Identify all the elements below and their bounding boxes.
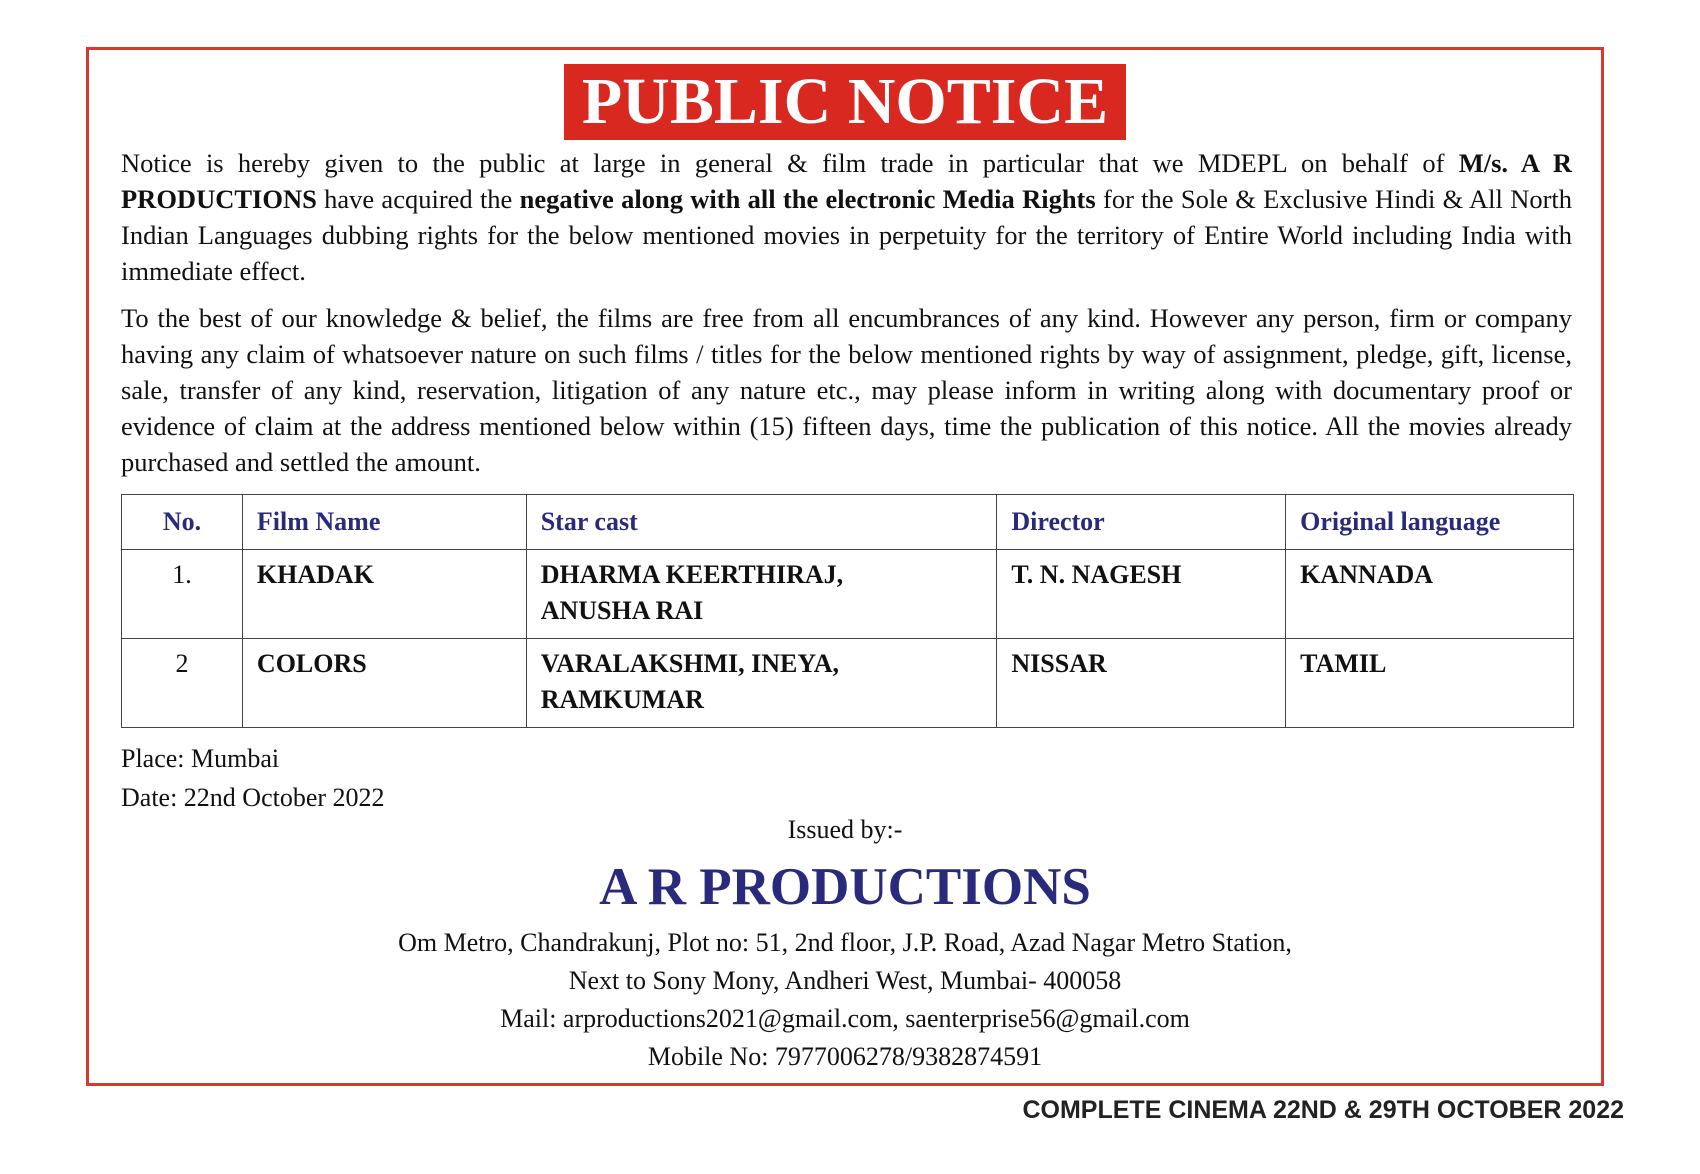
para1-bold-1: M/s. A R PRODUCTIONS: [121, 148, 1572, 214]
para1-text-1: Notice is hereby given to the public at large in general & film trade in particular that we MDEPL on behalf of: [121, 148, 1459, 178]
original-language: KANNADA: [1286, 550, 1574, 639]
header-star-cast: Star cast: [526, 495, 997, 550]
table-row: [122, 550, 1574, 639]
date: Date: 22nd October 2022: [121, 783, 385, 812]
place: Place: Mumbai: [121, 744, 280, 773]
header-original-language: Original language: [1286, 495, 1574, 550]
table-header-row: [122, 495, 1574, 550]
title-wrap: [89, 64, 1601, 140]
para1-bold-2: negative along with all the electronic Media Rights: [519, 184, 1096, 214]
table-row: [122, 639, 1574, 728]
original-language: TAMIL: [1286, 639, 1574, 728]
mail-line: Mail: arproductions2021@gmail.com, saenterprise56@gmail.com: [500, 1004, 1190, 1033]
star-cast: [526, 550, 997, 639]
para1-text-3: for the Sole & Exclusive Hindi & All North Indian Languages dubbing rights for the below mentioned movies in perpetuity for the territory of Entire World including India with immediate effect.: [121, 184, 1573, 286]
address-line-1: Om Metro, Chandrakunj, Plot no: 51, 2nd floor, J.P. Road, Azad Nagar Metro Station,: [398, 928, 1292, 957]
director: NISSAR: [997, 639, 1286, 728]
issued-by: Issued by:-: [787, 815, 903, 844]
company-name: A R PRODUCTIONS: [599, 858, 1091, 916]
header-no: No.: [122, 495, 243, 550]
mobile-line: Mobile No: 7977006278/9382874591: [647, 1042, 1043, 1071]
director: T. N. NAGESH: [997, 550, 1286, 639]
address-line-2: Next to Sony Mony, Andheri West, Mumbai- 400058: [568, 966, 1122, 995]
header-director: Director: [997, 495, 1286, 550]
notice-paragraph-1: [121, 145, 1572, 289]
publication-footer: COMPLETE CINEMA 22ND & 29TH OCTOBER 2022: [1022, 1096, 1624, 1124]
header-film-name: Film Name: [242, 495, 526, 550]
star-cast-line-2: RAMKUMAR: [540, 685, 704, 714]
film-name: COLORS: [242, 639, 526, 728]
notice-title: PUBLIC NOTICE: [564, 64, 1126, 140]
notice-frame: [86, 47, 1604, 1086]
para1-text-2: have acquired the: [316, 184, 520, 214]
notice-paragraph-2: To the best of our knowledge & belief, the films are free from all encumbrances of any kind. However any person, firm or company having any claim of whatsoever nature on such films / titles for the below mentioned rights by way of assignment, pledge, gift, license, sale, transfer of any kind, reservation, litigation of any nature etc., may please inform in writing along with documentary proof or evidence of claim at the address mentioned below within (15) fifteen days, time the publication of this notice. All the movies already purchased and settled the amount.: [121, 303, 1572, 477]
film-name: KHADAK: [242, 550, 526, 639]
star-cast: [526, 639, 997, 728]
star-cast-line-1: DHARMA KEERTHIRAJ,: [540, 560, 844, 589]
star-cast-line-2: ANUSHA RAI: [540, 596, 704, 625]
star-cast-line-1: VARALAKSHMI, INEYA,: [540, 649, 840, 678]
films-table: [121, 494, 1574, 728]
row-number: 1.: [122, 550, 243, 639]
row-number: 2: [122, 639, 243, 728]
